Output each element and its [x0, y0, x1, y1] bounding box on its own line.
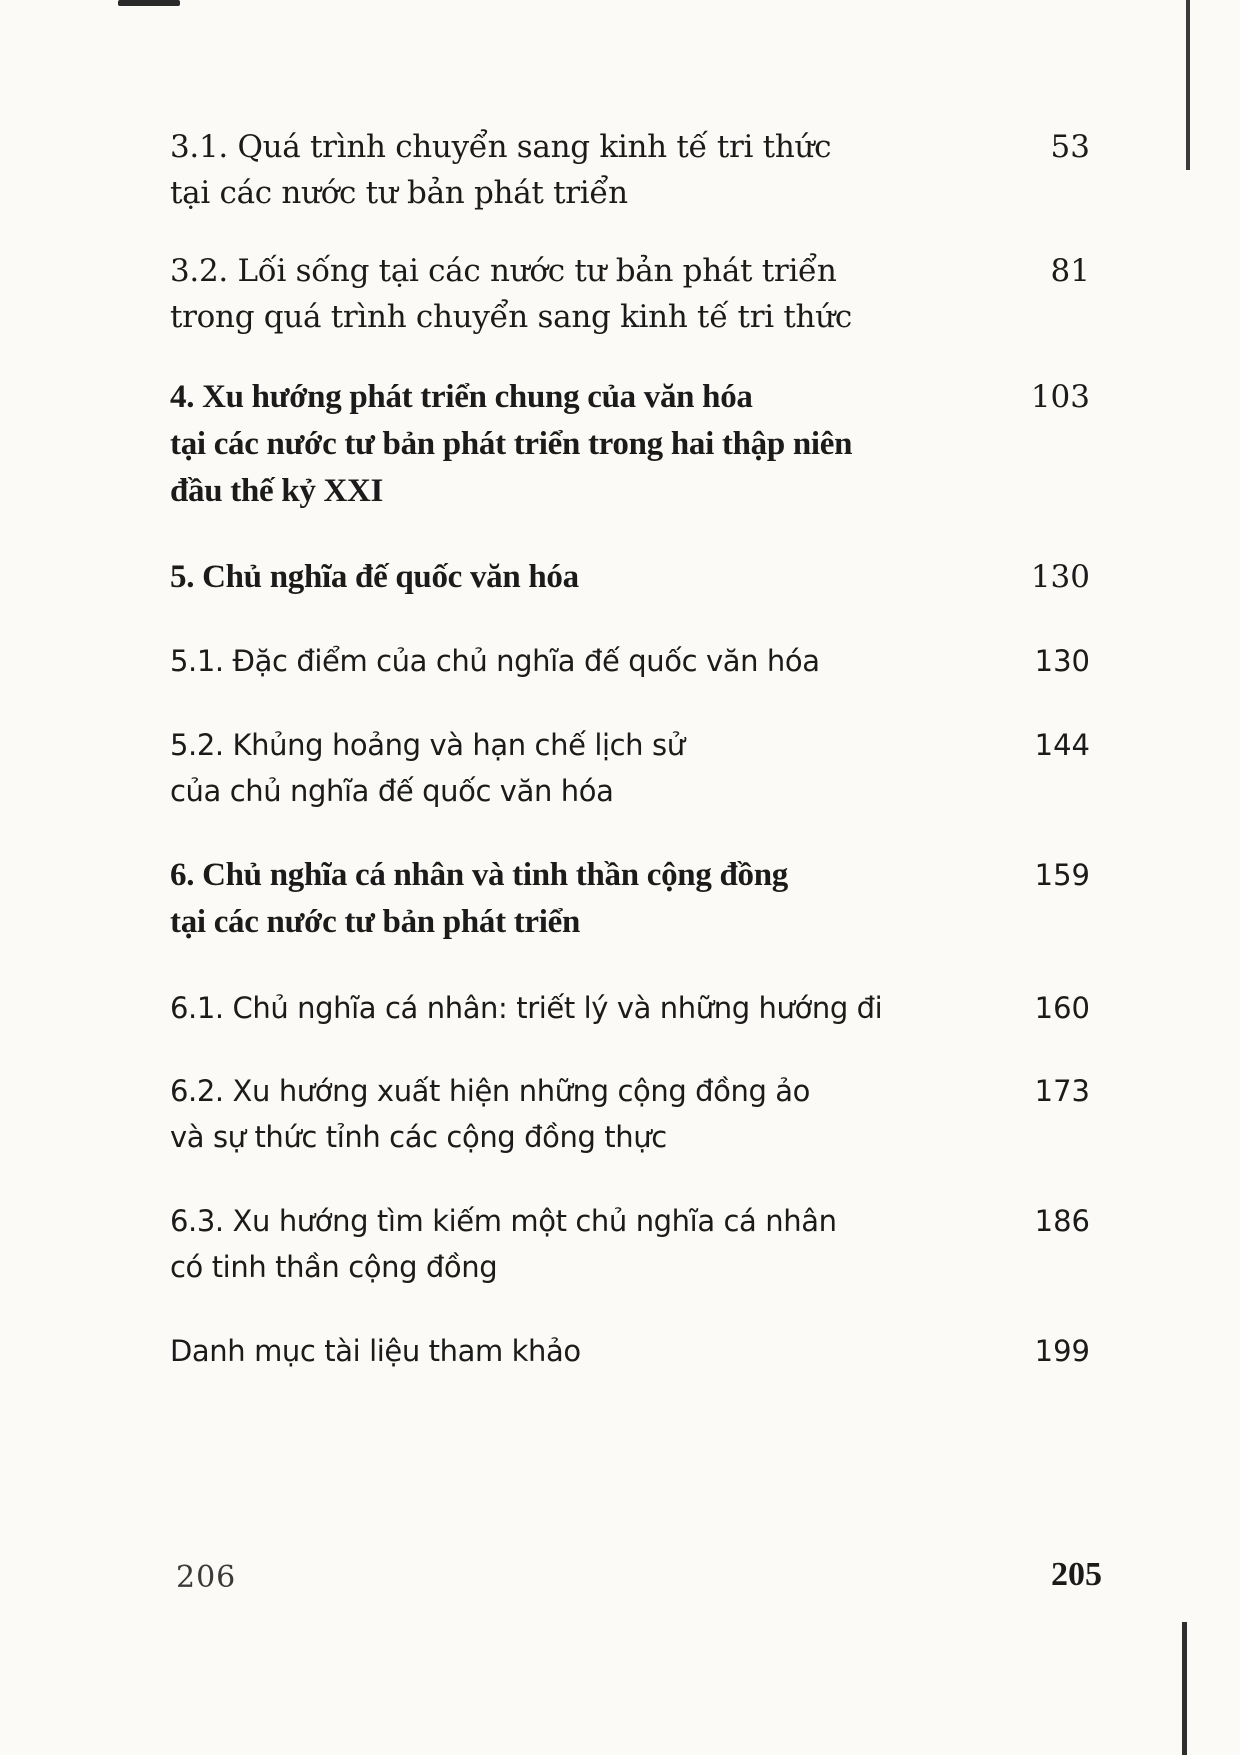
- toc-title-line: 6.1. Chủ nghĩa cá nhân: triết lý và những hướng đi: [170, 991, 883, 1025]
- toc-page-number: 81: [1050, 253, 1090, 289]
- toc-title-line: 6.3. Xu hướng tìm kiếm một chủ nghĩa cá nhân: [170, 1204, 837, 1238]
- toc-title-line: 4. Xu hướng phát triển chung của văn hóa: [170, 379, 753, 415]
- scan-edge-right-top: [1186, 0, 1190, 170]
- toc-title-line: tại các nước tư bản phát triển trong hai thập niên: [170, 426, 853, 462]
- toc-title-line: trong quá trình chuyển sang kinh tế tri thức: [170, 299, 852, 335]
- toc-entry-title: [170, 554, 930, 601]
- toc-entry-title: [170, 852, 930, 946]
- toc-title-line: 5.1. Đặc điểm của chủ nghĩa đế quốc văn hóa: [170, 644, 820, 678]
- toc-page-number: 130: [1034, 644, 1090, 678]
- toc-entry-title: [170, 1198, 930, 1290]
- toc-title-line: của chủ nghĩa đế quốc văn hóa: [170, 774, 614, 808]
- toc-entry-title: [170, 374, 930, 515]
- toc-entry-title: [170, 722, 930, 814]
- toc-entry-title: [170, 985, 930, 1031]
- page-number-left: 206: [176, 1560, 237, 1595]
- toc-title-line: 6. Chủ nghĩa cá nhân và tinh thần cộng đồng: [170, 857, 788, 893]
- toc-title-line: tại các nước tư bản phát triển: [170, 175, 628, 211]
- toc-page-number: 173: [1034, 1074, 1090, 1108]
- toc-title-line: Danh mục tài liệu tham khảo: [170, 1334, 581, 1368]
- toc-title-line: và sự thức tỉnh các cộng đồng thực: [170, 1120, 667, 1154]
- toc-entry-title: [170, 248, 930, 340]
- toc-entry-title: [170, 1328, 930, 1374]
- toc-title-line: 3.1. Quá trình chuyển sang kinh tế tri thức: [170, 129, 832, 165]
- toc-page-number: 199: [1034, 1334, 1090, 1368]
- toc-title-line: 5.2. Khủng hoảng và hạn chế lịch sử: [170, 728, 685, 762]
- toc-title-line: đầu thế kỷ XXI: [170, 473, 384, 509]
- toc-title-line: 5. Chủ nghĩa đế quốc văn hóa: [170, 559, 579, 595]
- scan-edge-right-bottom: [1182, 1622, 1187, 1755]
- toc-page-number: 144: [1034, 728, 1090, 762]
- toc-page-number: 186: [1034, 1204, 1090, 1238]
- page-number-right: 205: [1051, 1556, 1102, 1593]
- toc-entry-title: [170, 124, 930, 216]
- toc-entry-title: [170, 638, 930, 684]
- scan-artifact-top: [118, 0, 180, 6]
- toc-title-line: có tinh thần cộng đồng: [170, 1250, 498, 1284]
- toc-title-line: 3.2. Lối sống tại các nước tư bản phát triển: [170, 253, 837, 289]
- toc-entry-title: [170, 1068, 930, 1160]
- toc-page-number: 53: [1050, 129, 1090, 165]
- toc-page-number: 103: [1030, 379, 1090, 415]
- toc-title-line: 6.2. Xu hướng xuất hiện những cộng đồng ảo: [170, 1074, 811, 1108]
- toc-page-number: 130: [1030, 559, 1090, 595]
- toc-page-number: 160: [1034, 991, 1090, 1025]
- toc-title-line: tại các nước tư bản phát triển: [170, 904, 581, 940]
- toc-page-number: 159: [1034, 858, 1090, 892]
